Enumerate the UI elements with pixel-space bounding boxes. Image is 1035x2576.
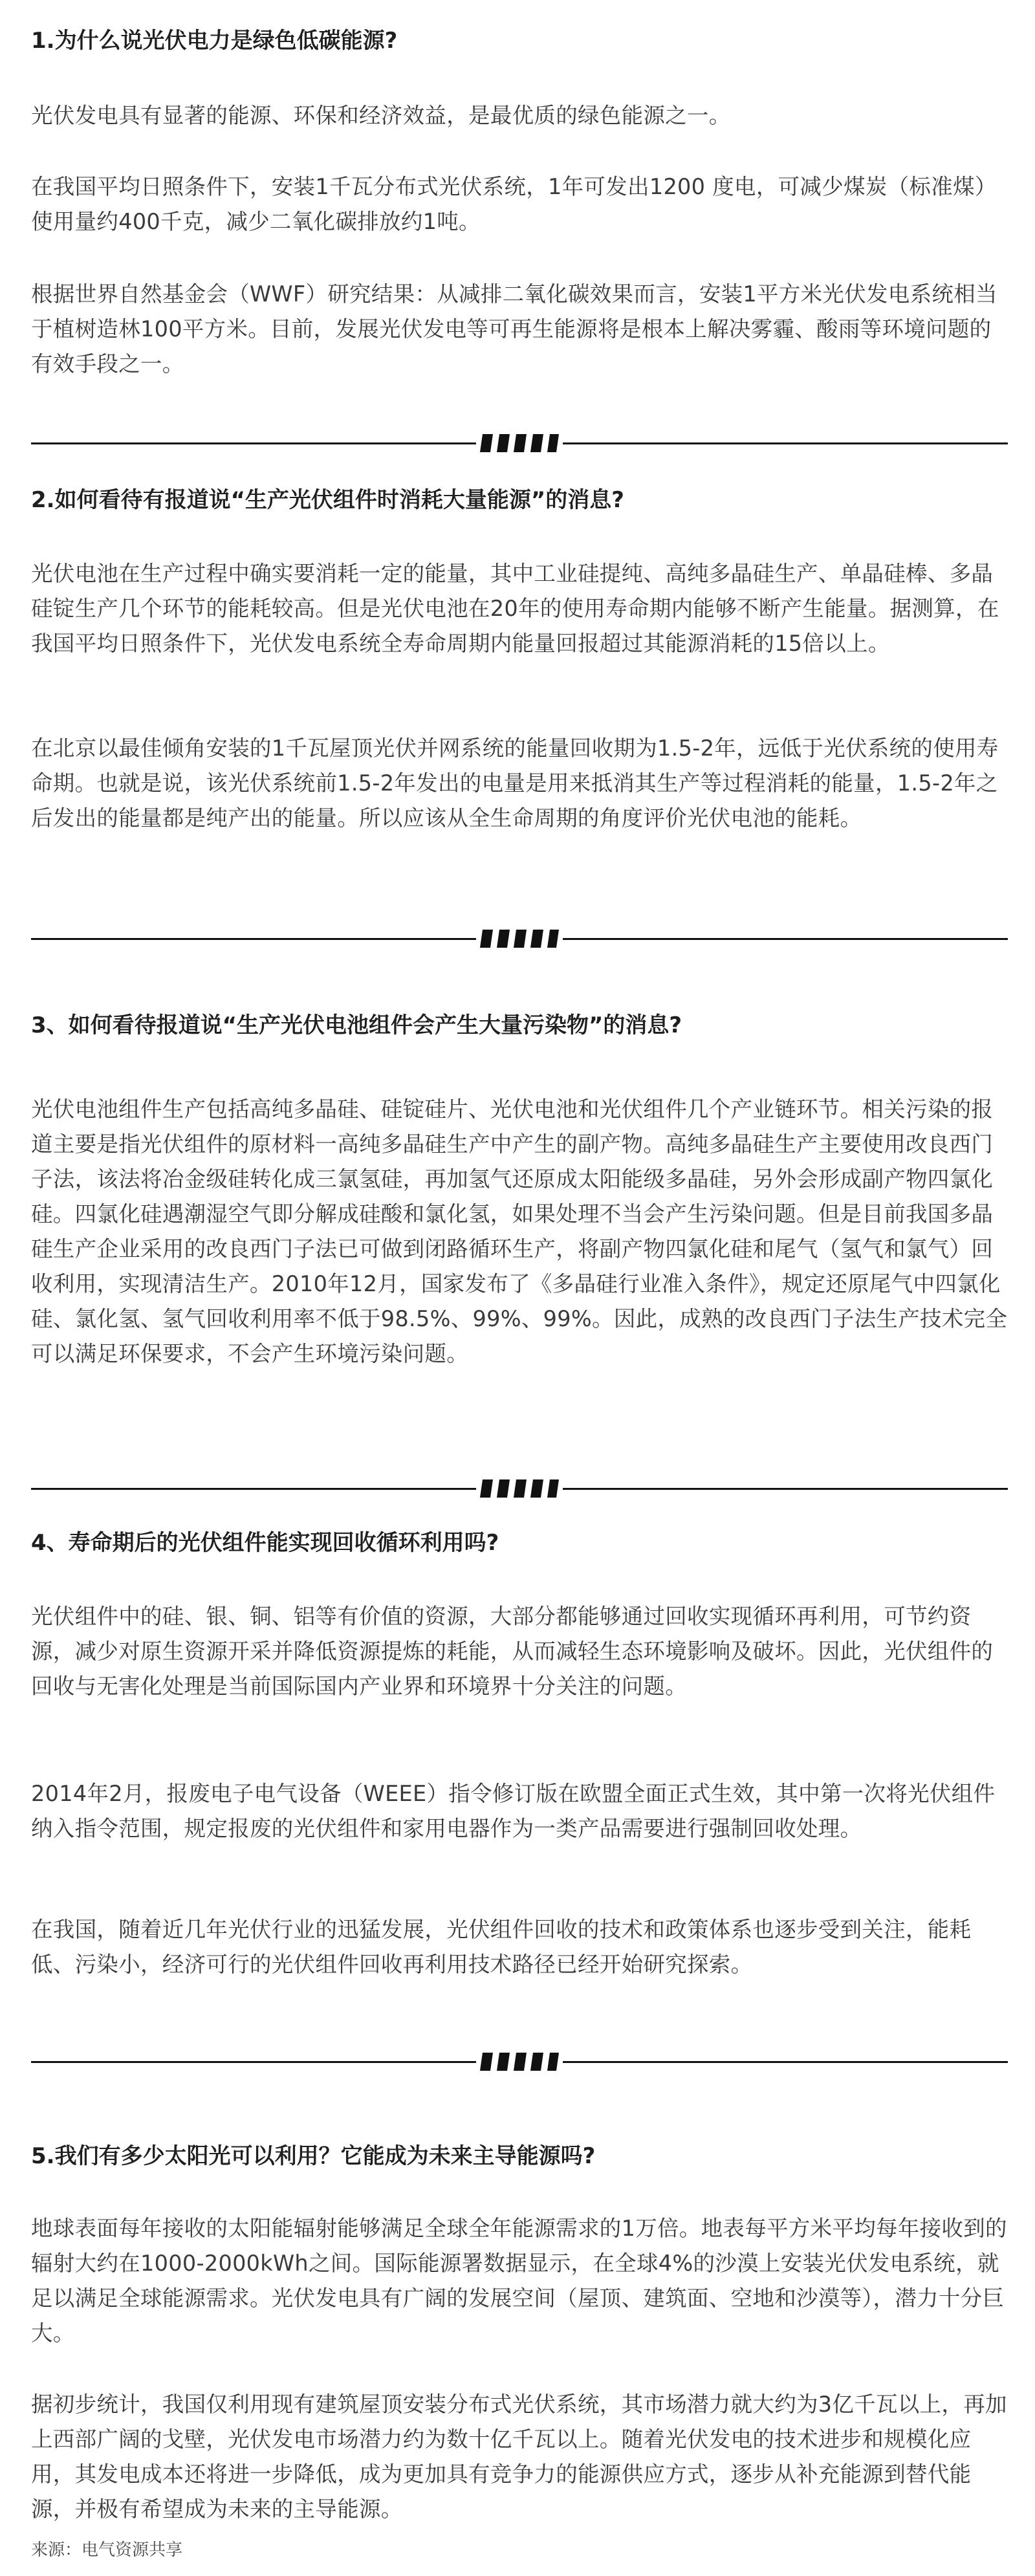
section-1-paragraph-2 — [31, 169, 1008, 239]
section-3-paragraph-1 — [31, 1092, 1008, 1371]
section-divider — [31, 928, 1008, 950]
paragraph: 光伏发电具有显著的能源、环保和经济效益，是最优质的绿色能源之一。 — [31, 103, 731, 128]
section-4-paragraph-2 — [31, 1776, 1008, 1846]
divider-slash-icon — [477, 928, 561, 950]
section-1-heading: 1.为什么说光伏电力是绿色低碳能源? — [31, 28, 398, 54]
section-2-paragraph-1 — [31, 556, 1008, 661]
section-5 — [31, 2140, 1008, 2172]
section-1-paragraph-3 — [31, 277, 1008, 382]
paragraph: 光伏电池在生产过程中确实要消耗一定的能量，其中工业硅提纯、高纯多晶硅生产、单晶硅棒、多晶硅锭生产几个环节的能耗较高。但是光伏电池在20年的使用寿命期内能够不断产生能量。据测算，在我国平均日照条件下，光伏发电系统全寿命周期内能量回报超过其能源消耗的15倍以上。 — [31, 561, 999, 656]
section-2-heading: 2.如何看待有报道说“生产光伏组件时消耗大量能源”的消息? — [31, 487, 624, 513]
section-divider — [31, 1478, 1008, 1500]
paragraph: 在我国平均日照条件下，安装1千瓦分布式光伏系统，1年可发出1200 度电，可减少煤炭（标准煤）使用量约400千克，减少二氧化碳排放约1吨。 — [31, 174, 997, 234]
paragraph: 在北京以最佳倾角安装的1千瓦屋顶光伏并网系统的能量回收期为1.5-2年，远低于光伏系统的使用寿命期。也就是说，该光伏系统前1.5-2年发出的电量是用来抵消其生产等过程消耗的能量，1.5-2年之后发出的能量都是纯产出的能量。所以应该从全生命周期的角度评价光伏电池的能耗。 — [31, 736, 999, 831]
paragraph: 根据世界自然基金会（WWF）研究结果：从减排二氧化碳效果而言，安装1平方米光伏发电系统相当于植树造林100平方米。目前，发展光伏发电等可再生能源将是根本上解决雾霾、酸雨等环境问题的有效手段之一。 — [31, 281, 997, 377]
paragraph: 据初步统计，我国仅利用现有建筑屋顶安装分布式光伏系统，其市场潜力就大约为3亿千瓦以上，再加上西部广阔的戈壁，光伏发电市场潜力约为数十亿千瓦以上。随着光伏发电的技术进步和规模化应用，其发电成本还将进一步降低，成为更加具有竞争力的能源供应方式，逐步从补充能源到替代能源，并极有希望成为未来的主导能源。 — [31, 2392, 1007, 2522]
section-5-heading: 5.我们有多少太阳光可以利用？它能成为未来主导能源吗? — [31, 2143, 596, 2169]
section-divider — [31, 432, 1008, 454]
source-credit: 来源：电气资源共享 — [31, 2540, 183, 2560]
divider-slash-icon — [477, 1478, 561, 1500]
divider-slash-icon — [477, 2051, 561, 2073]
section-1 — [31, 25, 1008, 57]
section-5-paragraph-1 — [31, 2211, 1008, 2351]
section-1-paragraph-1 — [31, 98, 1008, 133]
divider-slash-icon — [477, 432, 561, 454]
section-3 — [31, 1009, 1008, 1042]
paragraph: 光伏组件中的硅、银、铜、铝等有价值的资源，大部分都能够通过回收实现循环再利用，可节约资源，减少对原生资源开采并降低资源提炼的耗能，从而减轻生态环境影响及破坏。因此，光伏组件的回收与无害化处理是当前国际国内产业界和环境界十分关注的问题。 — [31, 1604, 994, 1699]
section-5-paragraph-2 — [31, 2387, 1008, 2527]
section-divider — [31, 2051, 1008, 2073]
paragraph: 地球表面每年接收的太阳能辐射能够满足全球全年能源需求的1万倍。地表每平方米平均每年接收到的辐射大约在1000-2000kWh之间。国际能源署数据显示，在全球4%的沙漠上安装光伏发电系统，就足以满足全球能源需求。光伏发电具有广阔的发展空间（屋顶、建筑面、空地和沙漠等），潜力十分巨大。 — [31, 2216, 1007, 2346]
section-4-heading: 4、寿命期后的光伏组件能实现回收循环利用吗? — [31, 1530, 499, 1556]
section-4-paragraph-1 — [31, 1599, 1008, 1704]
section-4-paragraph-3 — [31, 1912, 1008, 1982]
section-2 — [31, 484, 1008, 516]
section-3-heading: 3、如何看待报道说“生产光伏电池组件会产生大量污染物”的消息? — [31, 1012, 682, 1038]
section-2-paragraph-2 — [31, 731, 1008, 836]
paragraph: 光伏电池组件生产包括高纯多晶硅、硅锭硅片、光伏电池和光伏组件几个产业链环节。相关污染的报道主要是指光伏组件的原材料一高纯多晶硅生产中产生的副产物。高纯多晶硅生产主要使用改良西门子法，该法将冶金级硅转化成三氯氢硅，再加氢气还原成太阳能级多晶硅，另外会形成副产物四氯化硅。四氯化硅遇潮湿空气即分解成硅酸和氯化氢，如果处理不当会产生污染问题。但是目前我国多晶硅生产企业采用的改良西门子法已可做到闭路循环生产，将副产物四氯化硅和尾气（氢气和氯气）回收利用，实现清洁生产。2010年12月，国家发布了《多晶硅行业准入条件》，规定还原尾气中四氯化硅、氯化氢、氢气回收利用率不低于98.5%、99%、99%。因此，成熟的改良西门子法生产技术完全可以满足环保要求，不会产生环境污染问题。 — [31, 1097, 1008, 1366]
paragraph: 在我国，随着近几年光伏行业的迅猛发展，光伏组件回收的技术和政策体系也逐步受到关注，能耗低、污染小，经济可行的光伏组件回收再利用技术路径已经开始研究探索。 — [31, 1917, 972, 1977]
section-4 — [31, 1527, 1008, 1559]
paragraph: 2014年2月，报废电子电气设备（WEEE）指令修订版在欧盟全面正式生效，其中第一次将光伏组件纳入指令范围，规定报废的光伏组件和家用电器作为一类产品需要进行强制回收处理。 — [31, 1781, 996, 1841]
